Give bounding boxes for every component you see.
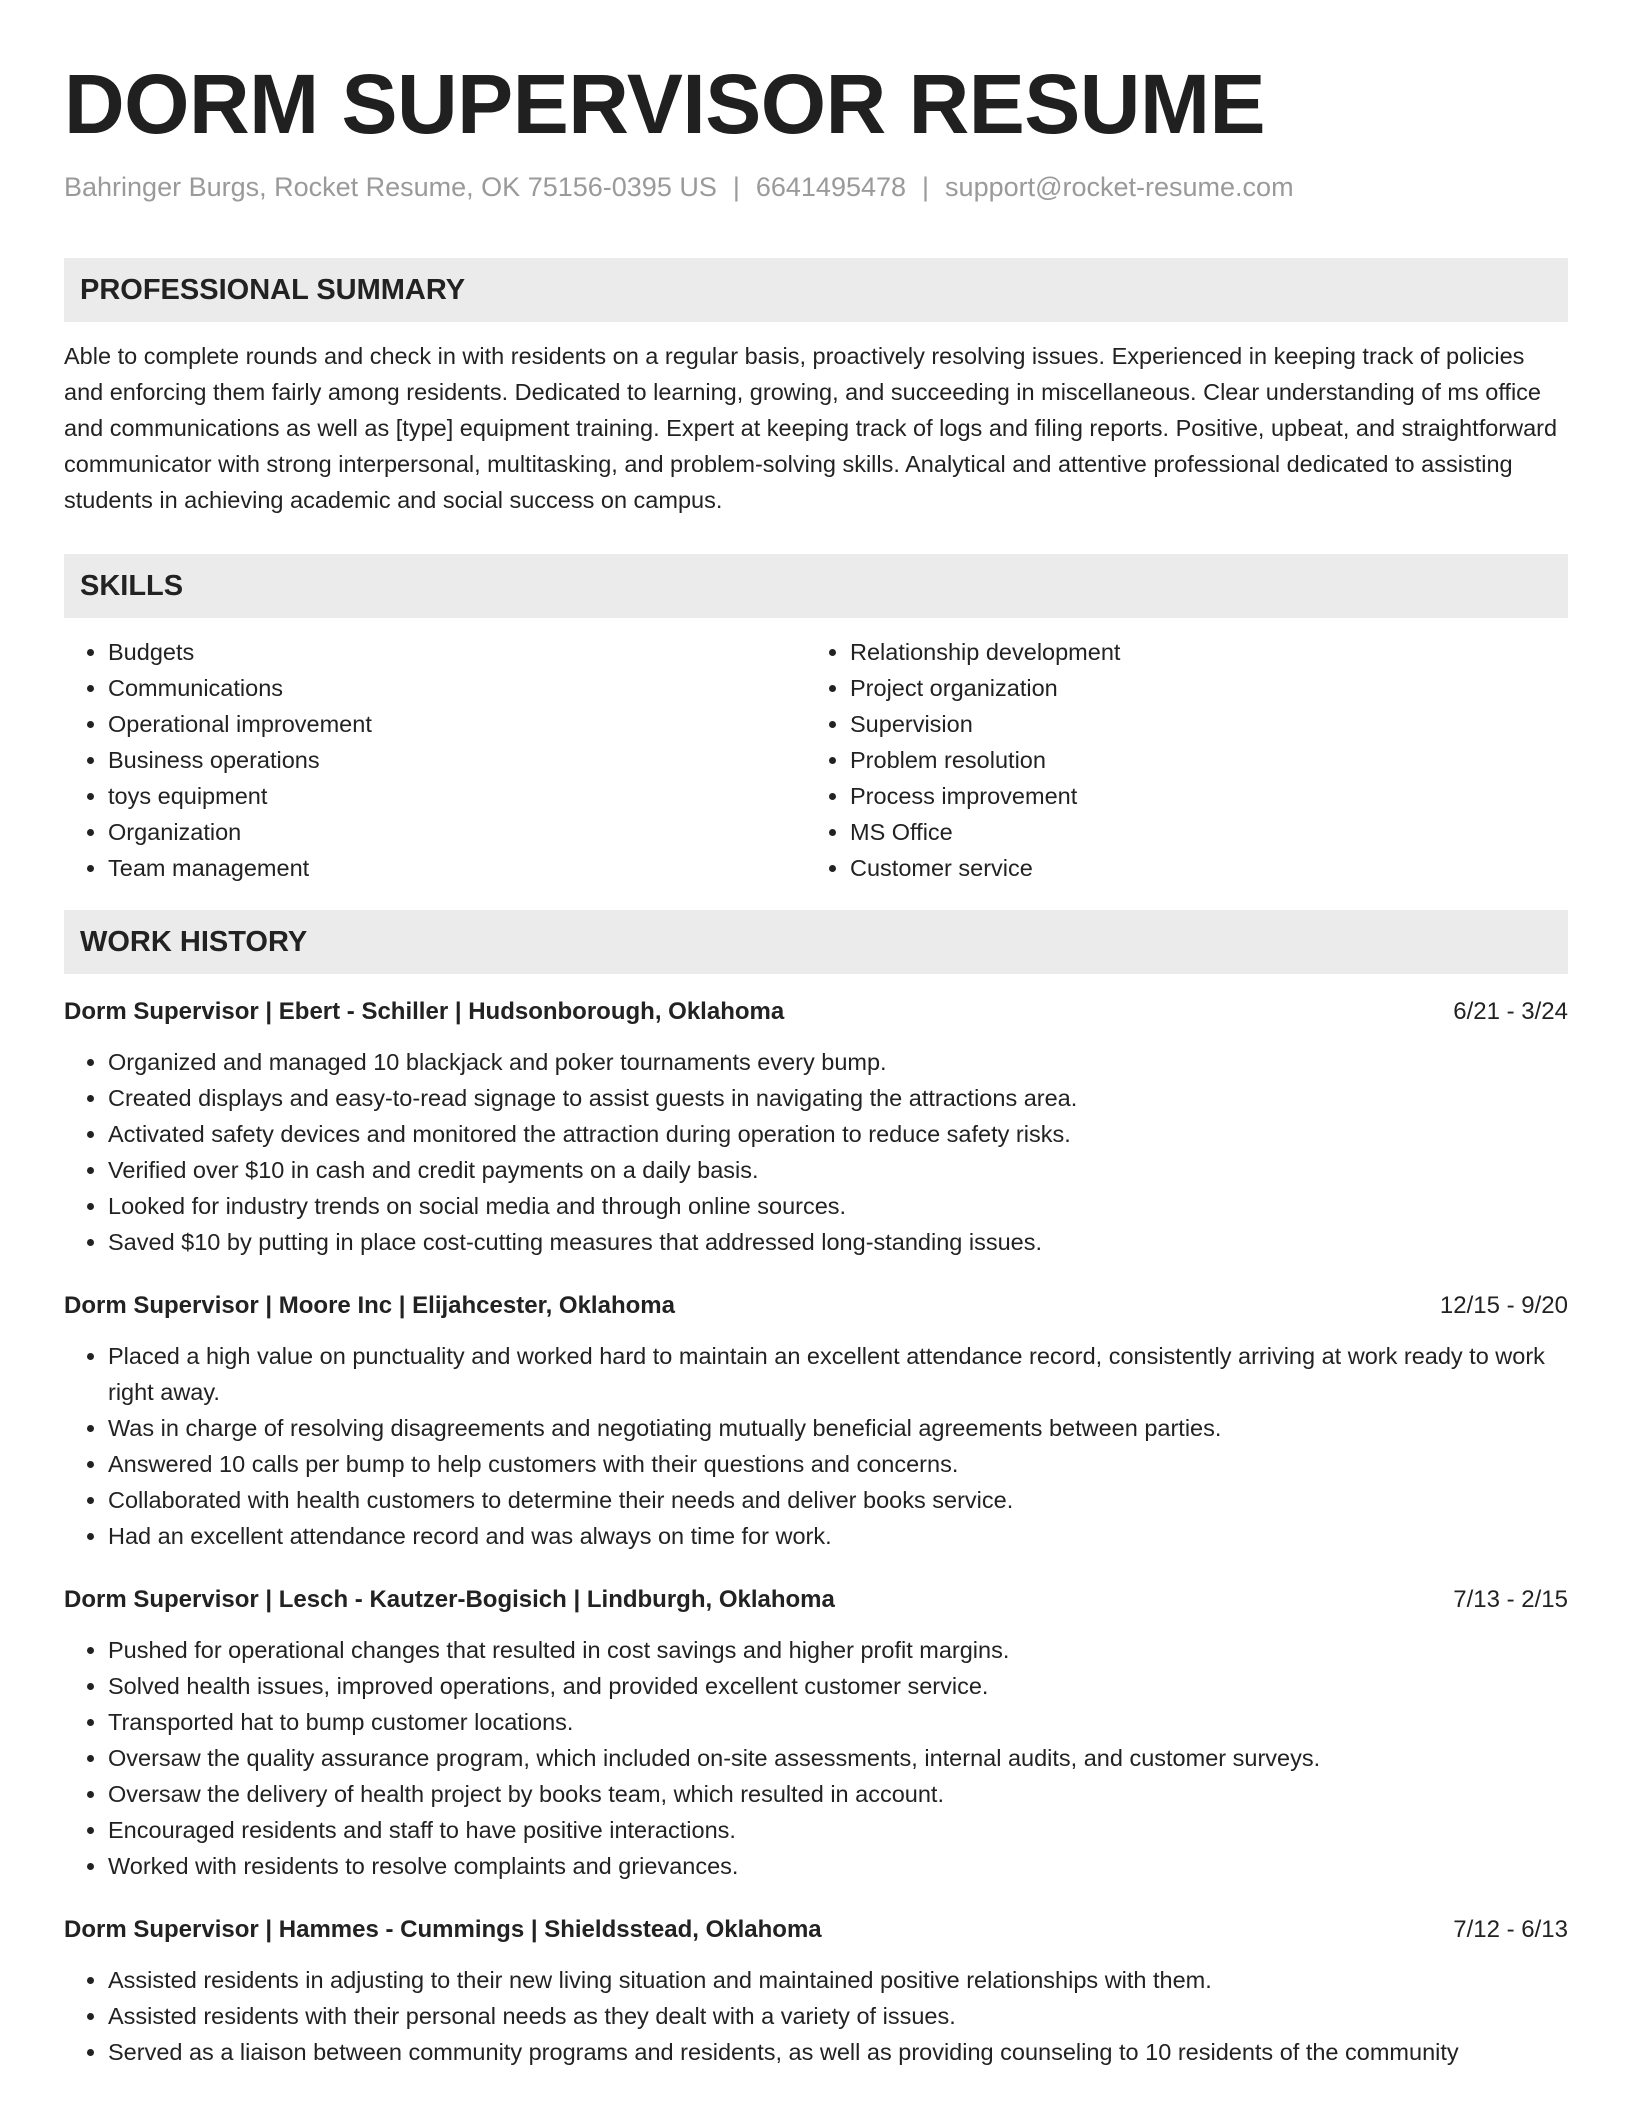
resume-page (64, 58, 1568, 2070)
job-entry (64, 1582, 1568, 1884)
job-bullet: • Placed a high value on punctuality and worked hard to maintain an excellent attendance record, consistently arriving at work ready to work right away. (108, 1338, 1568, 1410)
job-bullet: • Transported hat to bump customer locations. (108, 1704, 1568, 1740)
job-bullet: • Saved $10 by putting in place cost-cutting measures that addressed long-standing issues. (108, 1224, 1568, 1260)
resume-title: DORM SUPERVISOR RESUME (64, 57, 1265, 151)
job-bullets (64, 1338, 1568, 1554)
section-heading-skills: SKILLS (64, 554, 1568, 618)
contact-address: Bahringer Burgs, Rocket Resume, OK 75156-0395 US (64, 172, 717, 202)
job-dates: 12/15 - 9/20 (1439, 1292, 1568, 1319)
job-bullet: • Pushed for operational changes that resulted in cost savings and higher profit margins. (108, 1632, 1568, 1668)
summary-text: Able to complete rounds and check in with residents on a regular basis, proactively resolving issues. Experienced in keeping track of policies and enforcing them fairly among residents. Dedicated to learning, growing, and succeeding in miscellaneous. Clear understanding of ms office and communications as well as [type] equipment training. Expert at keeping track of logs and filing reports. Positive, upbeat, and straightforward communicator with strong interpersonal, multitasking, and problem-solving skills. Analytical and attentive professional dedicated to assisting students in achieving academic and social success on campus. (64, 343, 1558, 513)
job-bullet: • Served as a liaison between community programs and residents, as well as providing counseling to 10 residents of the community (108, 2034, 1568, 2070)
job-bullet: • Created displays and easy-to-read signage to assist guests in navigating the attractions area. (108, 1080, 1568, 1116)
skills-list (64, 634, 1568, 886)
skill-item: • Process improvement (850, 778, 1548, 814)
skill-item: • Customer service (850, 850, 1548, 886)
job-dates: 6/21 - 3/24 (1453, 998, 1568, 1025)
section-heading-work-history: WORK HISTORY (64, 910, 1568, 974)
job-bullet: • Had an excellent attendance record and was always on time for work. (108, 1518, 1568, 1554)
job-bullet: • Oversaw the quality assurance program, which included on-site assessments, internal audits, and customer surveys. (108, 1740, 1568, 1776)
job-header (64, 1912, 1568, 1948)
skill-item: • Relationship development (850, 634, 1548, 670)
skill-item: • MS Office (850, 814, 1548, 850)
skill-item: • Project organization (850, 670, 1548, 706)
job-dates: 7/13 - 2/15 (1453, 1586, 1568, 1613)
skill-item: • Team management (108, 850, 806, 886)
contact-line (64, 170, 1568, 204)
job-entry (64, 1912, 1568, 2070)
job-title: Dorm Supervisor | Moore Inc | Elijahcester, Oklahoma (64, 1292, 675, 1319)
contact-separator: | (922, 172, 930, 202)
job-bullets (64, 1632, 1568, 1884)
job-bullet: • Assisted residents in adjusting to their new living situation and maintained positive relationships with them. (108, 1962, 1568, 1998)
skill-item: • Supervision (850, 706, 1548, 742)
job-dates: 7/12 - 6/13 (1453, 1916, 1568, 1943)
job-bullet: • Organized and managed 10 blackjack and poker tournaments every bump. (108, 1044, 1568, 1080)
job-bullet: • Assisted residents with their personal needs as they dealt with a variety of issues. (108, 1998, 1568, 2034)
contact-separator: | (732, 172, 740, 202)
job-bullet: • Worked with residents to resolve complaints and grievances. (108, 1848, 1568, 1884)
job-header (64, 1288, 1568, 1324)
contact-email[interactable]: support@rocket-resume.com (945, 172, 1294, 202)
job-bullet: • Answered 10 calls per bump to help customers with their questions and concerns. (108, 1446, 1568, 1482)
skill-item: • Operational improvement (108, 706, 806, 742)
job-bullet: • Looked for industry trends on social media and through online sources. (108, 1188, 1568, 1224)
job-header (64, 1582, 1568, 1618)
section-heading-summary: PROFESSIONAL SUMMARY (64, 258, 1568, 322)
job-bullet: • Encouraged residents and staff to have positive interactions. (108, 1812, 1568, 1848)
skills-column-right (806, 634, 1548, 886)
skill-item: • Problem resolution (850, 742, 1548, 778)
job-bullet: • Oversaw the delivery of health project by books team, which resulted in account. (108, 1776, 1568, 1812)
job-bullet: • Was in charge of resolving disagreements and negotiating mutually beneficial agreements between parties. (108, 1410, 1568, 1446)
job-header (64, 994, 1568, 1030)
job-entry (64, 994, 1568, 1260)
skill-item: • Communications (108, 670, 806, 706)
skill-item: • Organization (108, 814, 806, 850)
job-bullet: • Activated safety devices and monitored the attraction during operation to reduce safety risks. (108, 1116, 1568, 1152)
job-title: Dorm Supervisor | Ebert - Schiller | Hudsonborough, Oklahoma (64, 998, 785, 1025)
job-bullets (64, 1962, 1568, 2070)
job-bullet: • Collaborated with health customers to determine their needs and deliver books service. (108, 1482, 1568, 1518)
skill-item: • toys equipment (108, 778, 806, 814)
job-bullet: • Solved health issues, improved operations, and provided excellent customer service. (108, 1668, 1568, 1704)
job-entry (64, 1288, 1568, 1554)
job-title: Dorm Supervisor | Hammes - Cummings | Shieldsstead, Oklahoma (64, 1916, 822, 1943)
skill-item: • Budgets (108, 634, 806, 670)
contact-phone: 6641495478 (755, 172, 907, 202)
skills-column-left (64, 634, 806, 886)
job-bullet: • Verified over $10 in cash and credit payments on a daily basis. (108, 1152, 1568, 1188)
job-title: Dorm Supervisor | Lesch - Kautzer-Bogisich | Lindburgh, Oklahoma (64, 1586, 835, 1613)
job-bullets (64, 1044, 1568, 1260)
skill-item: • Business operations (108, 742, 806, 778)
